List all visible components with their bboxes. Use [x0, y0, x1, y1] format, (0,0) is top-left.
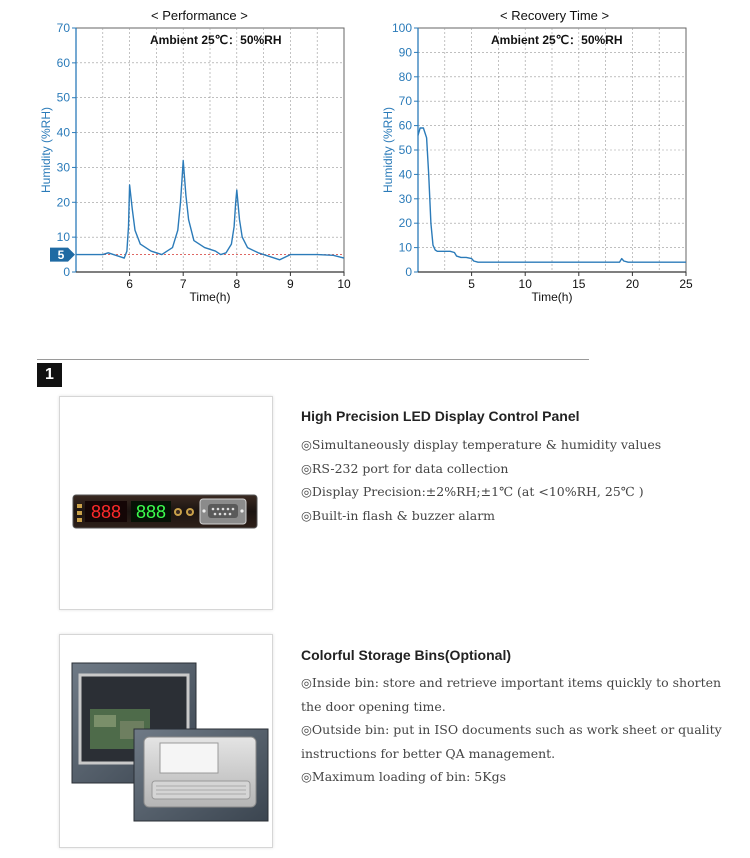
y-tick-label: 90 [398, 45, 412, 60]
y-tick-label: 20 [398, 216, 412, 231]
storage-bins-image [59, 634, 273, 848]
recovery-chart-title: < Recovery Time > [500, 8, 610, 23]
y-tick-label: 40 [56, 125, 70, 140]
led-control-panel-illustration [60, 397, 272, 609]
y-axis-title: Humidity (%RH) [381, 106, 395, 194]
y-tick-label: 50 [56, 90, 70, 105]
y-tick-label: 50 [398, 143, 412, 157]
x-tick-label: 8 [233, 277, 241, 291]
temperature-led-digits: 888 [90, 502, 122, 522]
y-tick-label: 40 [398, 167, 412, 182]
x-tick-label: 7 [179, 277, 187, 291]
humidity-led-digits: 888 [135, 502, 167, 522]
y-axis-title: Humidity (%RH) [39, 106, 53, 194]
y-tick-label: 60 [398, 118, 412, 133]
feature-list-control-panel [301, 433, 661, 527]
y-tick-label: 100 [391, 21, 412, 35]
y-tick-label: 0 [405, 265, 412, 279]
reference-label: 5 [57, 248, 65, 263]
x-tick-label: 9 [287, 277, 294, 291]
feature-list-storage-bins [301, 671, 741, 789]
control-panel-image [59, 396, 273, 610]
section-number-badge: 1 [37, 363, 62, 387]
y-tick-label: 0 [63, 265, 70, 279]
y-tick-label: 10 [398, 240, 412, 255]
storage-bins-illustration [60, 635, 272, 847]
x-tick-label: 20 [625, 277, 640, 291]
list-item: ◎Built-in flash & buzzer alarm [301, 507, 496, 523]
recovery-chart [370, 20, 700, 310]
y-tick-label: 60 [56, 55, 70, 70]
x-tick-label: 15 [572, 277, 586, 291]
y-tick-label: 70 [56, 21, 70, 35]
list-item: ◎Display Precision:±2%RH;±1℃ (at <10%RH, 25℃ ) [301, 484, 644, 499]
y-tick-label: 70 [398, 94, 412, 109]
performance-chart [0, 20, 370, 310]
section-divider [37, 359, 589, 360]
y-tick-label: 20 [56, 195, 70, 210]
list-item: ◎Maximum loading of bin: 5Kgs [301, 769, 507, 784]
x-axis-title: Time(h) [531, 290, 573, 304]
feature-title-control-panel: High Precision LED Display Control Panel [301, 408, 580, 424]
ambient-annotation: Ambient 25℃：50%RH [150, 33, 282, 47]
list-item: ◎Simultaneously display temperature & humidity values [301, 437, 662, 452]
x-tick-label: 10 [518, 277, 532, 291]
feature-title-storage-bins: Colorful Storage Bins(Optional) [301, 647, 511, 663]
x-tick-label: 6 [126, 277, 133, 291]
y-tick-label: 30 [56, 160, 70, 175]
x-tick-label: 10 [337, 277, 351, 291]
y-tick-label: 30 [398, 191, 412, 206]
x-tick-label: 5 [468, 277, 475, 291]
ambient-annotation: Ambient 25℃：50%RH [491, 33, 623, 47]
y-tick-label: 80 [398, 69, 412, 84]
x-axis-title: Time(h) [189, 290, 231, 304]
y-tick-label: 10 [56, 230, 70, 245]
performance-chart-title: < Performance > [151, 8, 248, 23]
list-item: ◎RS-232 port for data collection [301, 460, 509, 476]
x-tick-label: 25 [679, 277, 693, 291]
list-item: ◎Inside bin: store and retrieve important items quickly to shorten the door opening time. [301, 675, 722, 714]
list-item: ◎Outside bin: put in ISO documents such as work sheet or quality instructions for better QA management. [301, 722, 722, 761]
